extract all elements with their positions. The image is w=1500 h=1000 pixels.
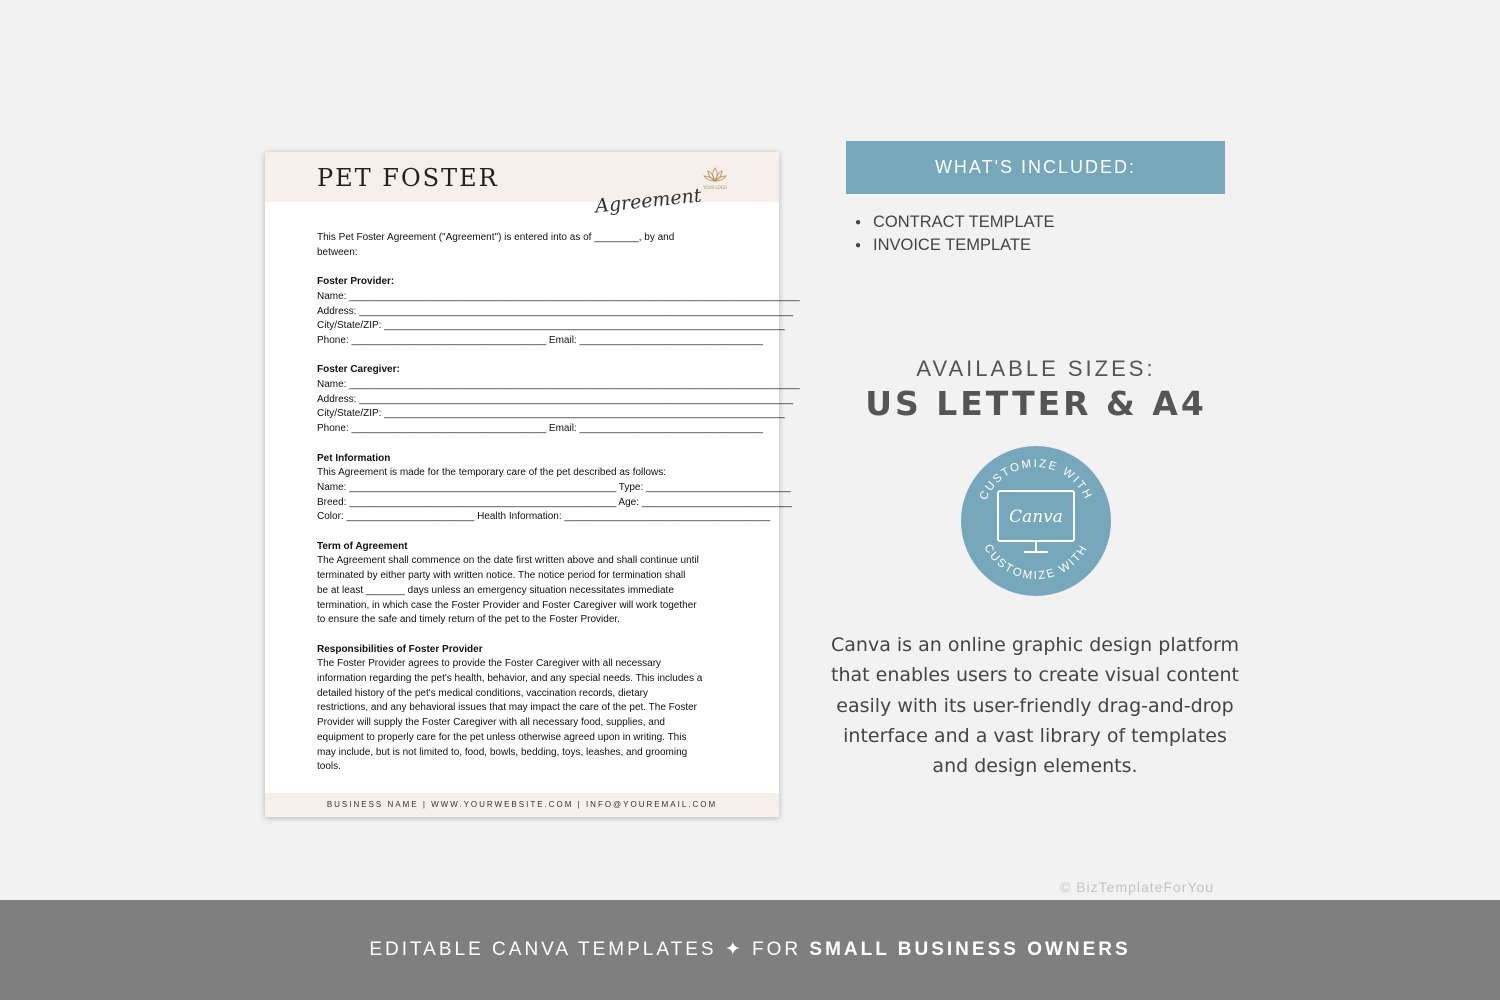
responsibilities-line: equipment to properly care for the pet unless otherwise agreed upon in writing. This xyxy=(317,731,687,743)
available-sizes-value: US LETTER & A4 xyxy=(865,384,1207,423)
available-sizes-label: AVAILABLE SIZES: xyxy=(916,356,1156,381)
badge-bottom-text: CUSTOMIZE WITH xyxy=(981,542,1091,583)
responsibilities-line: tools. xyxy=(317,761,341,773)
document-body xyxy=(317,231,800,775)
term-line: termination, in which case the Foster Provider and Foster Caregiver will work together xyxy=(317,599,697,611)
responsibilities-line: detailed history of the pet's medical conditions, vaccination records, dietary xyxy=(317,687,648,699)
badge-top-text: CUSTOMIZE WITH xyxy=(977,457,1095,503)
responsibilities-line: restrictions, and any behavioral issues that may impact the care of the pet. The Foster xyxy=(317,702,698,714)
list-item xyxy=(855,234,1055,257)
canva-description xyxy=(812,630,1258,781)
document-script-title: Agreement xyxy=(594,184,703,218)
bottom-banner-text: EDITABLE CANVA TEMPLATES ✦ FOR xyxy=(369,939,810,960)
description-line: interface and a vast library of templates xyxy=(843,724,1227,747)
responsibilities-line: information regarding the pet's health, behavior, and any special needs. This includes a xyxy=(317,673,703,685)
description-line: that enables users to create visual content xyxy=(831,664,1239,687)
field-provider-city: City/State/ZIP: ________________________________________________________________________ xyxy=(317,320,785,332)
section-heading-pet-information: Pet Information xyxy=(317,452,391,464)
description-line: easily with its user-friendly drag-and-drop xyxy=(836,694,1234,717)
list-item xyxy=(855,211,1055,234)
bullet-icon: ● xyxy=(855,240,862,251)
section-heading-responsibilities: Responsibilities of Foster Provider xyxy=(317,643,483,655)
field-provider-phone-email: Phone: ___________________________________ Email: _________________________________ xyxy=(317,334,763,346)
customize-with-canva-badge xyxy=(960,445,1112,597)
whats-included-banner: WHAT'S INCLUDED: xyxy=(846,141,1225,194)
logo-caption: YOUR LOGO xyxy=(703,185,727,190)
section-heading-foster-caregiver: Foster Caregiver: xyxy=(317,364,400,376)
bullet-icon: ● xyxy=(855,217,862,228)
description-line: and design elements. xyxy=(932,755,1138,778)
included-item-label: CONTRACT TEMPLATE xyxy=(873,213,1055,231)
bottom-banner-emphasis: SMALL BUSINESS OWNERS xyxy=(809,939,1131,960)
copyright-credit: © BizTemplateForYou xyxy=(1060,879,1215,895)
field-pet-name-type: Name: ________________________________________________ Type: __________________________ xyxy=(317,481,791,493)
description-line: Canva is an online graphic design platform xyxy=(831,634,1239,656)
lotus-logo-icon xyxy=(702,166,728,184)
field-caregiver-address: Address: ______________________________________________________________________________ xyxy=(317,393,794,405)
section-heading-term: Term of Agreement xyxy=(317,540,408,552)
field-caregiver-city: City/State/ZIP: ________________________________________________________________________ xyxy=(317,408,785,420)
intro-line: This Pet Foster Agreement ("Agreement") is entered into as of ________, by and xyxy=(317,232,675,243)
field-pet-breed-age: Breed: ________________________________________________ Age: ___________________________ xyxy=(317,496,792,508)
document-title: PET FOSTER xyxy=(317,164,499,192)
field-provider-name: Name: _________________________________________________________________________________ xyxy=(317,290,800,302)
included-list xyxy=(855,211,1055,257)
included-item-label: INVOICE TEMPLATE xyxy=(873,236,1032,254)
section-heading-foster-provider: Foster Provider: xyxy=(317,276,395,288)
term-line: to ensure the safe and timely return of the pet to the Foster Provider. xyxy=(317,614,620,626)
term-line: The Agreement shall commence on the date first written above and shall continue until xyxy=(317,555,699,567)
document-footer: BUSINESS NAME | WWW.YOURWEBSITE.COM | INFO@YOUREMAIL.COM xyxy=(265,793,779,817)
field-caregiver-phone-email: Phone: ___________________________________ Email: _________________________________ xyxy=(317,423,763,435)
badge-brand: Canva xyxy=(1009,507,1063,527)
field-caregiver-name: Name: _________________________________________________________________________________ xyxy=(317,379,800,390)
responsibilities-line: Provider will supply the Foster Caregiver with all necessary food, supplies, and xyxy=(317,717,665,729)
responsibilities-line: The Foster Provider agrees to provide the Foster Caregiver with all necessary xyxy=(317,658,662,670)
bottom-banner xyxy=(0,900,1500,1000)
field-pet-color-health: Color: _______________________ Health Information: _____________________________________ xyxy=(317,511,771,523)
term-line: be at least _______ days unless an emergency situation necessitates immediate xyxy=(317,584,674,596)
intro-line: between: xyxy=(317,246,358,258)
responsibilities-line: may include, but is not limited to, food, bowls, bedding, toys, leashes, and grooming xyxy=(317,746,688,758)
document-preview xyxy=(265,152,800,817)
pet-intro: This Agreement is made for the temporary care of the pet described as follows: xyxy=(317,467,667,479)
term-line: terminated by either party with written notice. The notice period for termination shall xyxy=(317,570,686,582)
field-provider-address: Address: ______________________________________________________________________________ xyxy=(317,305,794,317)
